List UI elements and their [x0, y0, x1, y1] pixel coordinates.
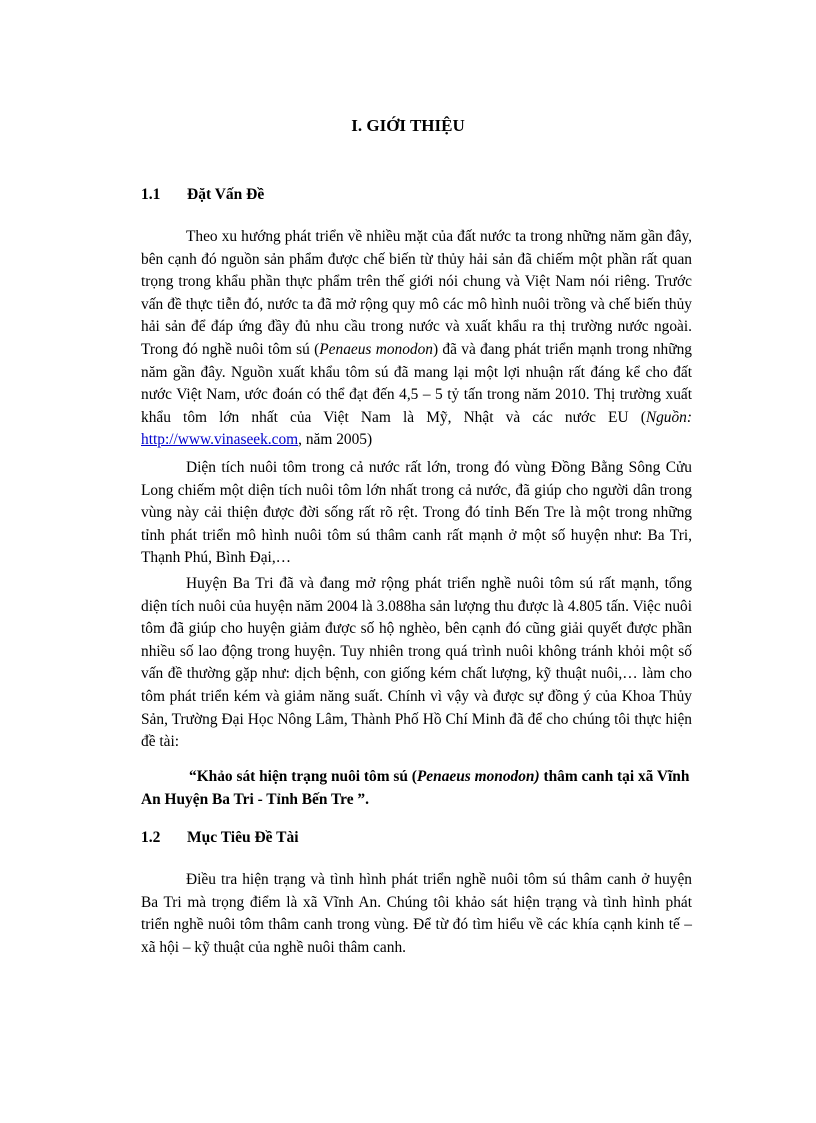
paragraph-text: , năm 2005): [298, 431, 373, 449]
section-number: 1.1: [141, 186, 161, 203]
source-link[interactable]: http://www.vinaseek.com: [141, 431, 299, 449]
paragraph-text: ) đã và đang phát triển mạnh trong những năm gần đây. Nguồn xuất khẩu tôm sú đã mang lại một lợi nhuận rất đáng kể cho đất nước Việt Nam, ước đoán có thể đạt đến 4,5 – 5 tỷ tấn trong năm 2010. Thị trường xuất khẩu tôm lớn nhất của Việt Nam là Mỹ, Nhật và các nước EU (: [141, 340, 692, 426]
section-heading-1-2: [141, 829, 299, 847]
thesis-title-quote: [141, 765, 692, 811]
intro-paragraph-3: Huyện Ba Tri đã và đang mở rộng phát triển nghề nuôi tôm sú rất mạnh, tổng diện tích nuôi của huyện năm 2004 là 3.088ha sản lượng thu được là 4.805 tấn. Việc nuôi tôm đã giúp cho huyện giảm được số hộ nghèo, bên cạnh đó cũng giải quyết được phần nhiều số lao động trong huyện. Tuy nhiên trong quá trình nuôi không tránh khỏi một số vấn đề thường gặp như: dịch bệnh, con giống kém chất lượng, kỹ thuật nuôi,… làm cho tôm phát triển kém và giảm năng suất. Chính vì vậy và được sự đồng ý của Khoa Thủy Sản, Trường Đại Học Nông Lâm, Thành Phố Hồ Chí Minh đã để cho chúng tôi thực hiện đề tài:: [141, 575, 692, 751]
objective-paragraph: Điều tra hiện trạng và tình hình phát triển nghề nuôi tôm sú thâm canh ở huyện Ba Tri mà trọng điểm là xã Vĩnh An. Chúng tôi khảo sát hiện trạng và tình hình phát triển nghề nuôi tôm thâm canh trong vùng. Để từ đó tìm hiểu về các khía cạnh kinh tế – xã hội – kỹ thuật của nghề nuôi thâm canh.: [141, 871, 692, 956]
paragraph-text: Theo xu hướng phát triển về nhiều mặt của đất nước ta trong những năm gần đây, bên cạnh đó nguồn sản phẩm được chế biến từ thủy hải sản đã chiếm một phần rất quan trọng trong khẩu phần thực phẩm trên thế giới nói chung và Việt Nam nói riêng. Trước vấn đề thực tiễn đó, nước ta đã mở rộng quy mô các mô hình nuôi trồng và chế biến thủy hải sản để đáp ứng đầy đủ nhu cầu trong nước và xuất khẩu ra thị trường nước ngoài. Trong đó nghề nuôi tôm sú (: [141, 228, 692, 358]
intro-paragraph-2: Diện tích nuôi tôm trong cả nước rất lớn, trong đó vùng Đồng Bằng Sông Cửu Long chiếm một diện tích nuôi tôm lớn nhất trong cả nước, đã giúp cho người dân trong vùng này cải thiện được đời sống rất rõ rệt. Trong đó tỉnh Bến Tre là một trong những tỉnh phát triển mô hình nuôi tôm sú thâm canh rất mạnh ở một số huyện như: Ba Tri, Thạnh Phú, Bình Đại,…: [141, 459, 692, 567]
quote-text: “Khảo sát hiện trạng nuôi tôm sú (: [189, 768, 417, 785]
quote-text: thâm canh tại xã Vĩnh An Huyện Ba Tri - Tỉnh Bến Tre ”.: [141, 768, 690, 808]
section-number: 1.2: [141, 829, 161, 846]
section-heading-1-1: [141, 186, 264, 204]
section-title: Đặt Vấn Đề: [187, 186, 265, 203]
source-label: Nguồn:: [645, 408, 692, 426]
section-title: Mục Tiêu Đề Tài: [187, 829, 299, 846]
species-name: Penaeus monodon: [319, 340, 434, 358]
chapter-title: I. GIỚI THIỆU: [351, 116, 465, 135]
quote-species: Penaeus monodon): [416, 768, 540, 785]
intro-paragraph-1: [141, 226, 692, 452]
